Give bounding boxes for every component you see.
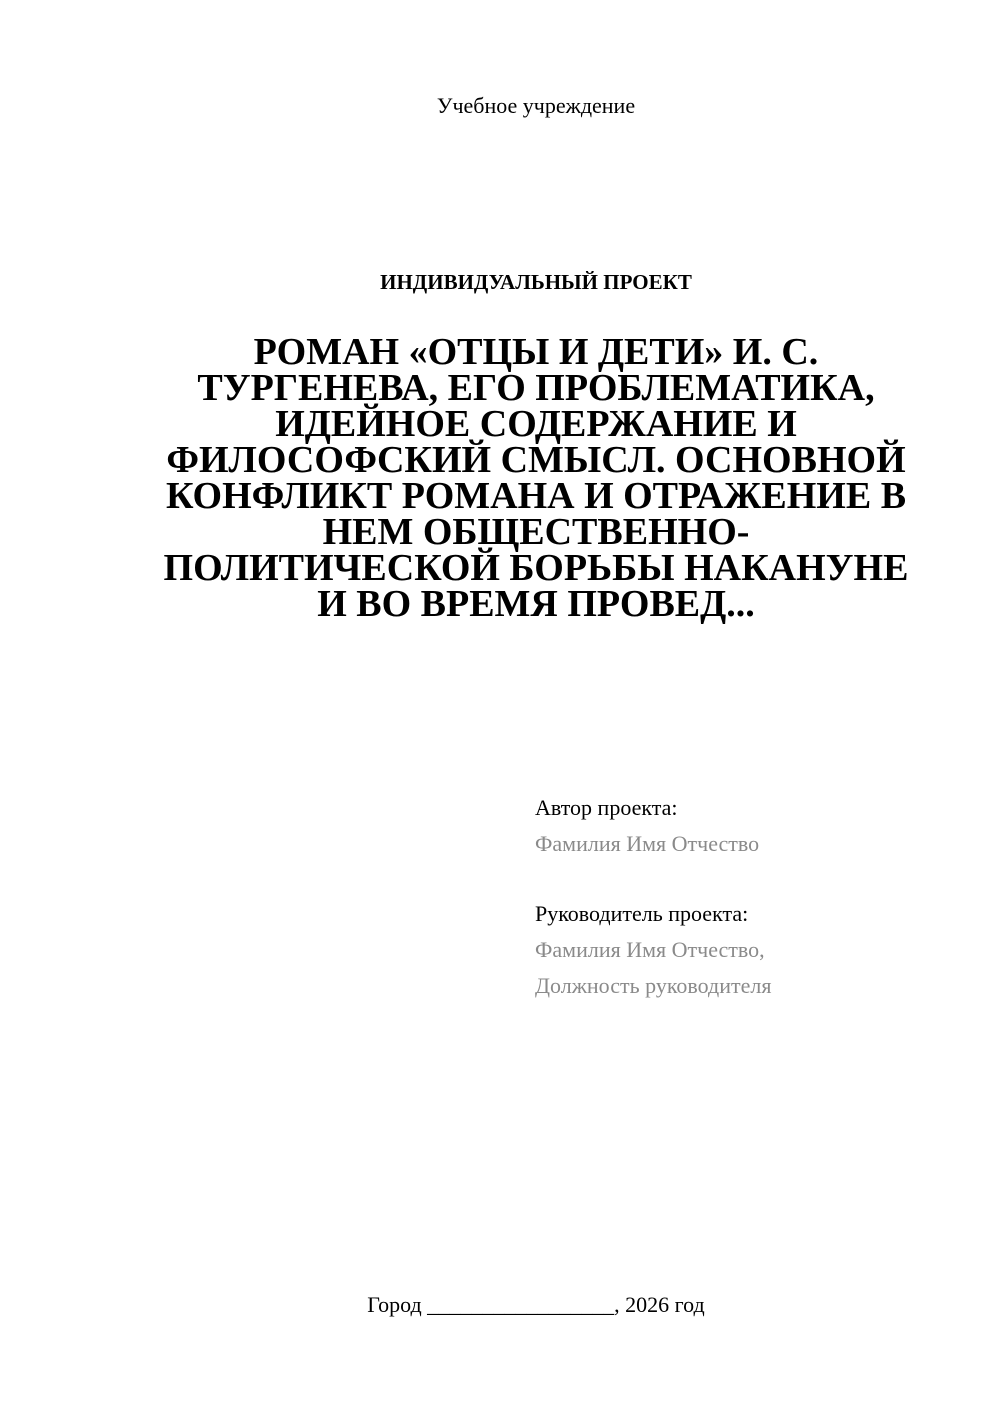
project-type-heading: ИНДИВИДУАЛЬНЫЙ ПРОЕКТ [380, 270, 692, 294]
author-name: Фамилия Имя Отчество [535, 831, 760, 856]
supervisor-name: Фамилия Имя Отчество, [535, 937, 765, 962]
title-line: ТУРГЕНЕВА, ЕГО ПРОБЛЕМАТИКА, [197, 367, 875, 409]
author-label: Автор проекта: [535, 795, 678, 820]
spacer [535, 862, 975, 896]
supervisor-position: Должность руководителя [535, 973, 772, 998]
supervisor-label: Руководитель проекта: [535, 901, 749, 926]
project-title [140, 331, 932, 625]
title-line: КОНФЛИКТ РОМАНА И ОТРАЖЕНИЕ В [165, 475, 907, 517]
authors-block [535, 790, 975, 1004]
title-line: ФИЛОСОФСКИЙ СМЫСЛ. ОСНОВНОЙ [166, 439, 906, 481]
title-line: ПОЛИТИЧЕСКОЙ БОРЬБЫ НАКАНУНЕ [163, 547, 909, 589]
title-line: И ВО ВРЕМЯ ПРОВЕД... [317, 583, 755, 625]
title-line: ИДЕЙНОЕ СОДЕРЖАНИЕ И [275, 403, 797, 445]
title-line: РОМАН «ОТЦЫ И ДЕТИ» И. С. [253, 331, 819, 373]
city-year-line: Город _________________, 2026 год [367, 1292, 705, 1317]
title-line: НЕМ ОБЩЕСТВЕННО- [322, 511, 750, 553]
institution-name: Учебное учреждение [436, 93, 636, 118]
